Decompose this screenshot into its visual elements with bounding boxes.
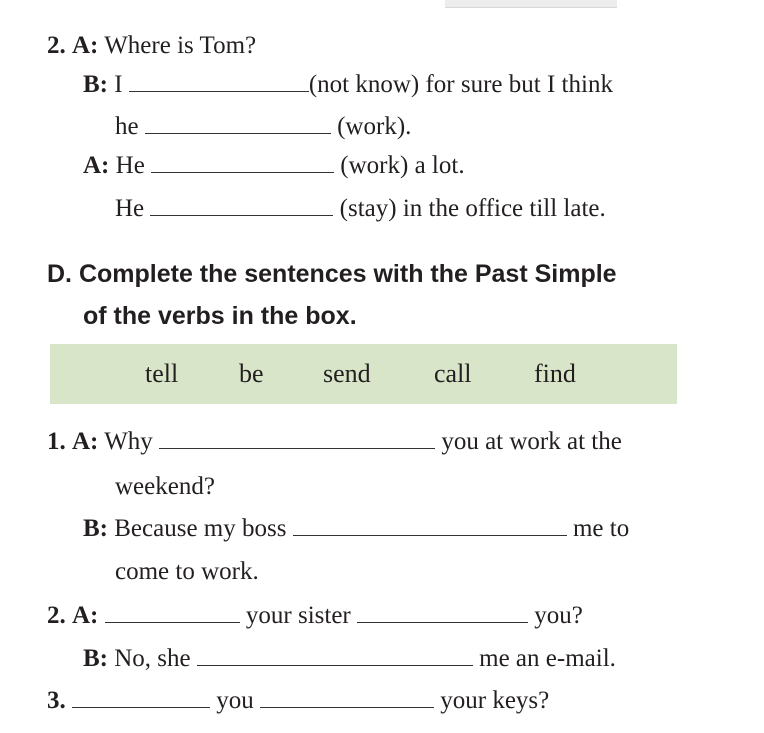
answer-blank[interactable]	[150, 194, 333, 216]
answer-blank[interactable]	[197, 644, 473, 666]
line-text: (work).	[337, 113, 412, 140]
speaker-a: A:	[72, 428, 99, 455]
word-box-item: be	[239, 359, 264, 388]
item-number: 1.	[47, 428, 66, 455]
answer-blank[interactable]	[129, 70, 309, 92]
word-box-item: send	[323, 359, 371, 388]
exercise-d-item-1-a-cont: weekend?	[115, 473, 215, 500]
word-box-item: tell	[145, 359, 179, 388]
line-text: Where is Tom?	[104, 32, 257, 59]
exercise-d-item-1-b	[83, 514, 629, 544]
speaker-b: B:	[83, 645, 108, 672]
word-box-item: call	[434, 359, 472, 388]
speaker-b: B:	[83, 71, 108, 98]
exercise-d-item-1-b-cont: come to work.	[115, 558, 259, 585]
line-text: me an e-mail.	[479, 645, 616, 672]
line-text: No, she	[114, 645, 191, 672]
line-text: he	[115, 113, 139, 140]
line-text: Why	[104, 428, 153, 455]
line-text: He	[115, 152, 145, 179]
answer-blank[interactable]	[72, 686, 210, 708]
line-text: me to	[572, 515, 630, 542]
line-text: your keys?	[440, 687, 550, 714]
exercise-d-item-1-a	[47, 427, 622, 457]
exercise-d-item-2-a	[47, 601, 583, 631]
word-box	[50, 344, 677, 404]
speaker-b: B:	[83, 515, 108, 542]
exercise-c-line-5	[115, 194, 606, 224]
answer-blank[interactable]	[105, 601, 240, 623]
line-text: your sister	[245, 602, 351, 629]
exercise-d-item-2-b	[83, 644, 616, 674]
exercise-c-line-3	[115, 112, 411, 142]
exercise-d-item-3	[47, 686, 549, 716]
item-number: 3.	[47, 687, 66, 714]
line-text: I	[114, 71, 123, 98]
exercise-c-line-4	[83, 151, 465, 181]
line-text: He	[115, 195, 145, 222]
line-text: (work) a lot.	[340, 152, 465, 179]
exercise-d-heading-line-2: of the verbs in the box.	[83, 302, 357, 330]
exercise-c-line-1	[47, 31, 256, 61]
answer-blank[interactable]	[145, 112, 331, 134]
line-text: you at work at the	[441, 428, 622, 455]
speaker-a: A:	[83, 152, 110, 179]
item-number: 2.	[47, 602, 66, 629]
item-number: 2.	[47, 32, 66, 59]
answer-blank[interactable]	[260, 686, 434, 708]
line-text: (not know) for sure but I think	[308, 71, 613, 98]
line-text: you?	[534, 602, 583, 629]
speaker-a: A:	[72, 602, 99, 629]
answer-blank[interactable]	[151, 151, 334, 173]
answer-blank[interactable]	[159, 427, 435, 449]
line-text: (stay) in the office till late.	[339, 195, 606, 222]
answer-blank[interactable]	[293, 514, 567, 536]
exercise-c-line-2	[83, 70, 613, 100]
word-box-item: find	[534, 359, 576, 388]
line-text: Because my boss	[114, 515, 287, 542]
exercise-d-heading-line-1: D. Complete the sentences with the Past Simple	[47, 260, 617, 288]
top-edge-fragment	[445, 0, 617, 8]
line-text: you	[216, 687, 254, 714]
answer-blank[interactable]	[357, 601, 528, 623]
speaker-a: A:	[72, 32, 99, 59]
